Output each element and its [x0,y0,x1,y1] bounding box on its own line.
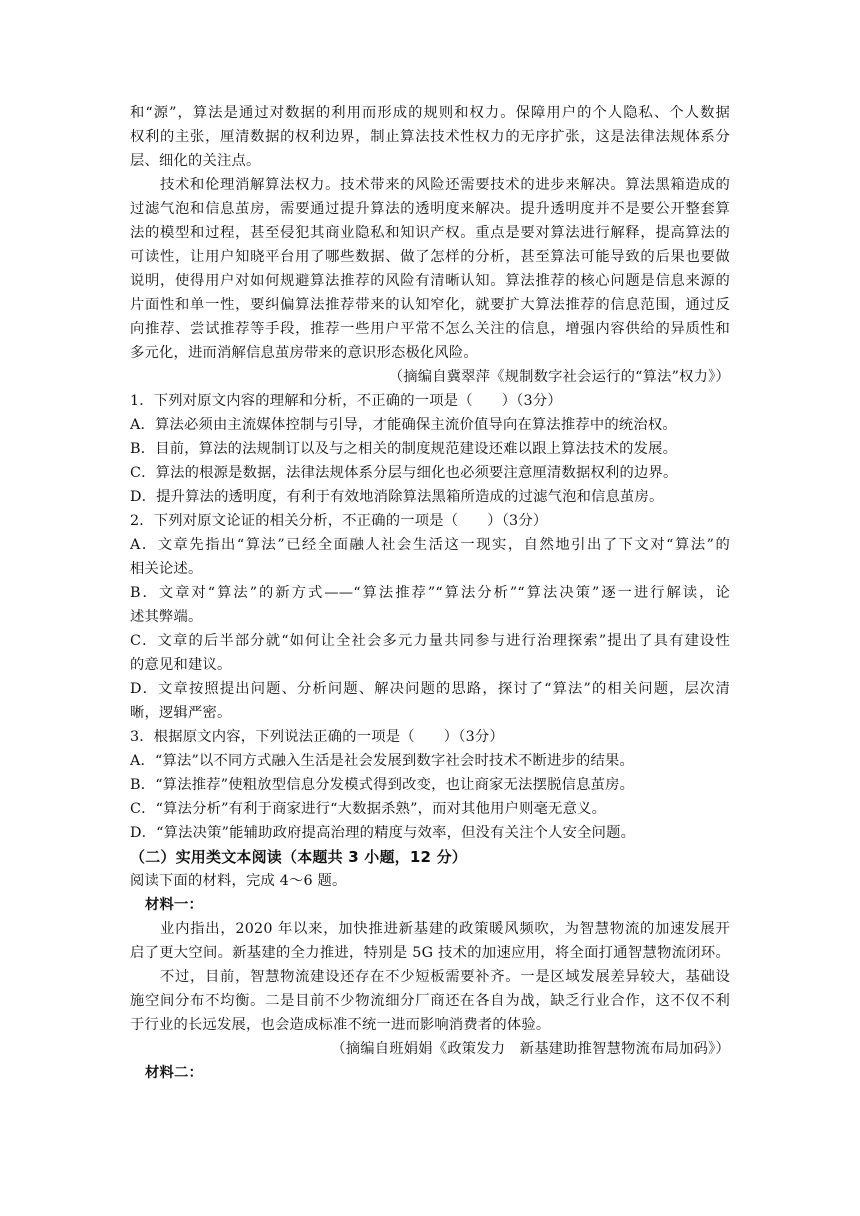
paragraph-line: 可读性，让用户知晓平台用了哪些数据、做了怎样的分析，甚至算法可能导致的后果也要做 [130,249,730,265]
option-c: C．文章的后半部分就“如何让全社会多元力量共同参与进行治理探索”提出了具有建设性 [130,633,730,649]
option-c: C．“算法分析”有利于商家进行“大数据杀熟”，而对其他用户则毫无意义。 [130,801,607,817]
paragraph-line: 启了更大空间。新基建的全力推进，特别是 5G 技术的加速应用，将全面打通智慧物流闭环。 [130,945,730,961]
question-stem: 1．下列对原文内容的理解和分析，不正确的一项是（ ）（3分） [130,393,562,409]
option-b: B．目前，算法的法规制订以及与之相关的制度规范建设还难以跟上算法技术的发展。 [130,441,678,457]
option-b: B．“算法推荐”使粗放型信息分发模式得到改变，也让商家无法摆脱信息茧房。 [130,777,635,793]
source-citation: （摘编自冀翠萍《规制数字社会运行的“算法”权力》） [388,369,730,385]
option-d: D．提升算法的透明度，有利于有效地消除算法黑箱所造成的过滤气泡和信息茧房。 [130,489,664,505]
paragraph-line: 法的模型和过程，甚至侵犯其商业隐私和知识产权。重点是要对算法进行解释，提高算法的 [130,225,730,241]
paragraph-line: 不过，目前，智慧物流建设还存在不少短板需要补齐。一是区域发展差异较大，基础设 [160,969,730,985]
question-stem: 2．下列对原文论证的相关分析，不正确的一项是（ ）（3分） [130,513,548,529]
paragraph-line: 业内指出，2020 年以来，加快推进新基建的政策暖风频吹，为智慧物流的加速发展开 [160,921,730,937]
paragraph-line: 过滤气泡和信息茧房，需要通过提升算法的透明度来解决。提升透明度并不是要公开整套算 [130,201,730,217]
question-stem: 3．根据原文内容，下列说法正确的一项是（ ）（3分） [130,729,504,745]
option-c-cont: 的意见和建议。 [130,657,232,673]
paragraph-line: 和“源”，算法是通过对数据的利用而形成的规则和权力。保障用户的个人隐私、个人数据 [130,105,730,121]
section-instruction: 阅读下面的材料，完成 4～6 题。 [130,873,347,889]
option-a: A．算法必须由主流媒体控制与引导，才能确保主流价值导向在算法推荐中的统治权。 [130,417,677,433]
option-d-cont: 晰，逻辑严密。 [130,705,232,721]
source-citation: （摘编自班娟娟《政策发力 新基建助推智慧物流布局加码》） [331,1041,730,1057]
material-label: 材料一： [145,897,203,913]
paragraph-line: 于行业的长远发展，也会造成标准不统一进而影响消费者的体验。 [130,1017,551,1033]
paragraph-line: 施空间分布不均衡。二是目前不少物流细分厂商还在各自为战，缺乏行业合作，这不仅不利 [130,993,730,1009]
paragraph-line: 说明，使得用户对如何规避算法推荐的风险有清晰认知。算法推荐的核心问题是信息来源的 [130,273,730,289]
option-d: D．文章按照提出问题、分析问题、解决问题的思路，探讨了“算法”的相关问题，层次清 [130,681,730,697]
paragraph-line: 向推荐、尝试推荐等手段，推荐一些用户平常不怎么关注的信息，增强内容供给的异质性和 [130,321,730,337]
option-a: A．文章先指出“算法”已经全面融人社会生活这一现实，自然地引出了下文对“算法”的 [130,537,730,553]
option-a-cont: 相关论述。 [130,561,203,577]
paragraph-line: 片面性和单一性，要纠偏算法推荐带来的认知窄化，就要扩大算法推荐的信息范围，通过反 [130,297,730,313]
option-d: D．“算法决策”能辅助政府提高治理的精度与效率，但没有关注个人安全问题。 [130,825,636,841]
paragraph-line: 多元化，进而消解信息茧房带来的意识形态极化风险。 [130,345,478,361]
option-b-cont: 述其弊端。 [130,609,203,625]
option-b: B．文章对“算法”的新方式——“算法推荐”“算法分析”“算法决策”逐一进行解读，论 [130,585,730,601]
paragraph-line: 技术和伦理消解算法权力。技术带来的风险还需要技术的进步来解决。算法黑箱造成的 [160,177,730,193]
paragraph-line: 层、细化的关注点。 [130,153,261,169]
section-heading: （二）实用类文本阅读（本题共 3 小题，12 分） [130,848,467,866]
option-c: C．算法的根源是数据，法律法规体系分层与细化也必须要注意厘清数据权利的边界。 [130,465,678,481]
option-a: A．“算法”以不同方式融入生活是社会发展到数字社会时技术不断进步的结果。 [130,753,634,769]
paragraph-line: 权利的主张，厘清数据的权利边界，制止算法技术性权力的无序扩张，这是法律法规体系分 [130,129,730,145]
material-label: 材料二： [145,1065,203,1081]
